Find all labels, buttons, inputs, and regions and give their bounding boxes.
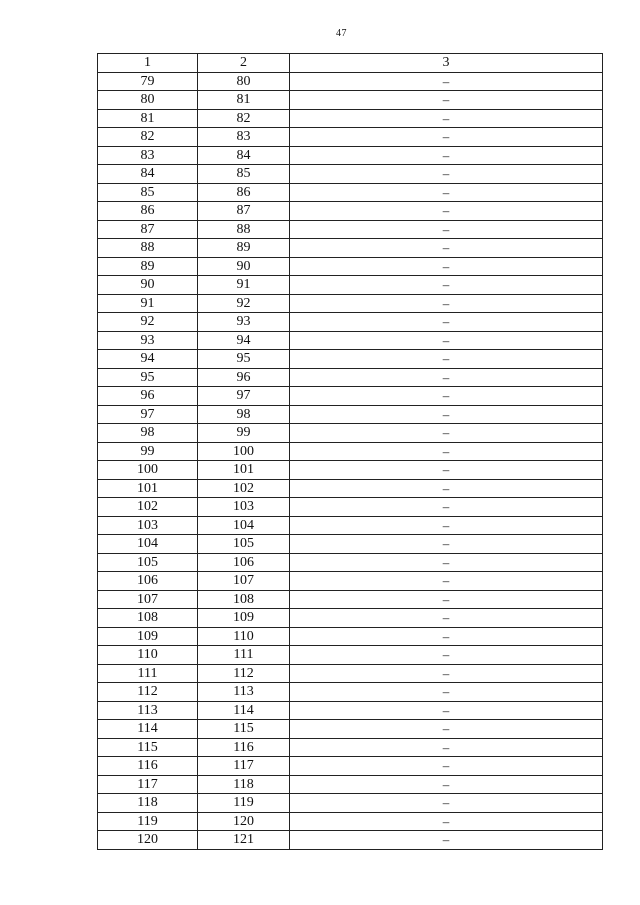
table-row — [98, 424, 603, 443]
table-row — [98, 498, 603, 517]
table-cell-col-1: 93 — [98, 331, 198, 350]
table-cell-col-3: – — [290, 553, 603, 572]
table-cell-col-1: 84 — [98, 165, 198, 184]
table-cell-col-2: 82 — [198, 109, 290, 128]
table-cell-col-3: – — [290, 812, 603, 831]
table-cell-col-3: – — [290, 331, 603, 350]
table-cell-col-3: – — [290, 276, 603, 295]
table-cell-col-3: – — [290, 220, 603, 239]
table-cell-col-1: 112 — [98, 683, 198, 702]
table-cell-col-2: 104 — [198, 516, 290, 535]
table-row — [98, 535, 603, 554]
table-cell-col-1: 80 — [98, 91, 198, 110]
table-cell-col-1: 85 — [98, 183, 198, 202]
table-cell-col-1: 99 — [98, 442, 198, 461]
table-cell-col-1: 103 — [98, 516, 198, 535]
table-cell-col-1: 104 — [98, 535, 198, 554]
table-cell-col-3: – — [290, 313, 603, 332]
table-cell-col-3: – — [290, 479, 603, 498]
table-row — [98, 516, 603, 535]
table-cell-col-3: – — [290, 720, 603, 739]
table-cell-col-3: – — [290, 257, 603, 276]
table-cell-col-3: – — [290, 590, 603, 609]
table-cell-col-1: 108 — [98, 609, 198, 628]
table-row — [98, 757, 603, 776]
table-cell-col-3: – — [290, 609, 603, 628]
table-row — [98, 294, 603, 313]
table-cell-col-1: 91 — [98, 294, 198, 313]
table-cell-col-3: – — [290, 239, 603, 258]
table-cell-col-3: – — [290, 794, 603, 813]
table-row — [98, 91, 603, 110]
table-cell-col-3: – — [290, 498, 603, 517]
table-cell-col-1: 101 — [98, 479, 198, 498]
table-row — [98, 128, 603, 147]
table-cell-col-2: 105 — [198, 535, 290, 554]
table-cell-col-2: 107 — [198, 572, 290, 591]
table-row — [98, 775, 603, 794]
table-row — [98, 72, 603, 91]
table-row — [98, 331, 603, 350]
table-row — [98, 461, 603, 480]
table-cell-col-1: 98 — [98, 424, 198, 443]
table-cell-col-3: – — [290, 202, 603, 221]
table-cell-col-2: 116 — [198, 738, 290, 757]
table-cell-col-1: 87 — [98, 220, 198, 239]
table-cell-col-2: 119 — [198, 794, 290, 813]
table-row — [98, 313, 603, 332]
table-cell-col-3: – — [290, 757, 603, 776]
table-cell-col-2: 111 — [198, 646, 290, 665]
table-cell-col-3: – — [290, 572, 603, 591]
table-cell-col-1: 89 — [98, 257, 198, 276]
table-cell-col-2: 114 — [198, 701, 290, 720]
table-cell-col-2: 115 — [198, 720, 290, 739]
column-header-3: 3 — [290, 54, 603, 73]
table-cell-col-1: 111 — [98, 664, 198, 683]
table-cell-col-1: 117 — [98, 775, 198, 794]
table-cell-col-3: – — [290, 350, 603, 369]
table-cell-col-1: 97 — [98, 405, 198, 424]
table-cell-col-3: – — [290, 387, 603, 406]
table-cell-col-1: 100 — [98, 461, 198, 480]
table-cell-col-2: 81 — [198, 91, 290, 110]
table-cell-col-2: 92 — [198, 294, 290, 313]
table-cell-col-3: – — [290, 405, 603, 424]
table-row — [98, 368, 603, 387]
table-cell-col-3: – — [290, 738, 603, 757]
table-cell-col-1: 107 — [98, 590, 198, 609]
table-cell-col-1: 114 — [98, 720, 198, 739]
table-body — [98, 72, 603, 849]
table-cell-col-2: 84 — [198, 146, 290, 165]
table-cell-col-2: 86 — [198, 183, 290, 202]
table-cell-col-2: 90 — [198, 257, 290, 276]
table-cell-col-3: – — [290, 461, 603, 480]
table-cell-col-3: – — [290, 128, 603, 147]
table-cell-col-1: 92 — [98, 313, 198, 332]
table-cell-col-2: 103 — [198, 498, 290, 517]
table-cell-col-2: 118 — [198, 775, 290, 794]
data-table — [97, 53, 603, 850]
table-row — [98, 257, 603, 276]
table-cell-col-1: 95 — [98, 368, 198, 387]
table-cell-col-2: 99 — [198, 424, 290, 443]
table-cell-col-1: 82 — [98, 128, 198, 147]
table-row — [98, 183, 603, 202]
table-row — [98, 590, 603, 609]
table-cell-col-1: 90 — [98, 276, 198, 295]
table-row — [98, 646, 603, 665]
table-cell-col-1: 119 — [98, 812, 198, 831]
table-cell-col-2: 97 — [198, 387, 290, 406]
table-row — [98, 387, 603, 406]
table-cell-col-1: 79 — [98, 72, 198, 91]
table-row — [98, 165, 603, 184]
table-header-row — [98, 54, 603, 73]
table-cell-col-1: 118 — [98, 794, 198, 813]
table-cell-col-1: 102 — [98, 498, 198, 517]
table-cell-col-2: 96 — [198, 368, 290, 387]
table-cell-col-2: 108 — [198, 590, 290, 609]
table-row — [98, 720, 603, 739]
table-cell-col-3: – — [290, 109, 603, 128]
table-row — [98, 701, 603, 720]
table-cell-col-3: – — [290, 664, 603, 683]
table-cell-col-2: 91 — [198, 276, 290, 295]
table-cell-col-2: 83 — [198, 128, 290, 147]
table-cell-col-1: 115 — [98, 738, 198, 757]
table-cell-col-2: 98 — [198, 405, 290, 424]
table-cell-col-2: 80 — [198, 72, 290, 91]
table-row — [98, 479, 603, 498]
table-cell-col-3: – — [290, 775, 603, 794]
table-row — [98, 812, 603, 831]
table-cell-col-3: – — [290, 683, 603, 702]
table-row — [98, 553, 603, 572]
table-cell-col-2: 88 — [198, 220, 290, 239]
table-cell-col-3: – — [290, 91, 603, 110]
table-cell-col-3: – — [290, 165, 603, 184]
table-cell-col-3: – — [290, 535, 603, 554]
table-cell-col-2: 113 — [198, 683, 290, 702]
table-cell-col-3: – — [290, 146, 603, 165]
table-row — [98, 572, 603, 591]
table-row — [98, 738, 603, 757]
table-cell-col-2: 94 — [198, 331, 290, 350]
table-cell-col-3: – — [290, 831, 603, 850]
table-row — [98, 831, 603, 850]
table-cell-col-1: 116 — [98, 757, 198, 776]
table-cell-col-3: – — [290, 368, 603, 387]
table-cell-col-1: 105 — [98, 553, 198, 572]
table-cell-col-1: 96 — [98, 387, 198, 406]
table-cell-col-3: – — [290, 294, 603, 313]
table-cell-col-1: 109 — [98, 627, 198, 646]
table-row — [98, 109, 603, 128]
table-cell-col-2: 102 — [198, 479, 290, 498]
table-cell-col-2: 95 — [198, 350, 290, 369]
table-row — [98, 664, 603, 683]
table-cell-col-1: 83 — [98, 146, 198, 165]
table-row — [98, 405, 603, 424]
table-cell-col-2: 109 — [198, 609, 290, 628]
table-row — [98, 609, 603, 628]
table-row — [98, 794, 603, 813]
table-cell-col-2: 89 — [198, 239, 290, 258]
table-row — [98, 146, 603, 165]
table-cell-col-2: 110 — [198, 627, 290, 646]
table-cell-col-2: 85 — [198, 165, 290, 184]
table-cell-col-3: – — [290, 442, 603, 461]
table-cell-col-2: 87 — [198, 202, 290, 221]
table-row — [98, 220, 603, 239]
table-cell-col-1: 81 — [98, 109, 198, 128]
table-cell-col-1: 86 — [98, 202, 198, 221]
table-row — [98, 350, 603, 369]
table-row — [98, 276, 603, 295]
table-cell-col-2: 120 — [198, 812, 290, 831]
table-row — [98, 442, 603, 461]
table-cell-col-2: 100 — [198, 442, 290, 461]
table-cell-col-3: – — [290, 646, 603, 665]
table-cell-col-3: – — [290, 72, 603, 91]
page-number: 47 — [336, 28, 347, 39]
table-row — [98, 627, 603, 646]
table-cell-col-2: 112 — [198, 664, 290, 683]
table-cell-col-3: – — [290, 516, 603, 535]
table-cell-col-3: – — [290, 701, 603, 720]
column-header-2: 2 — [198, 54, 290, 73]
table-cell-col-1: 106 — [98, 572, 198, 591]
table-cell-col-3: – — [290, 424, 603, 443]
table-row — [98, 239, 603, 258]
table-cell-col-3: – — [290, 183, 603, 202]
table-cell-col-1: 120 — [98, 831, 198, 850]
table-row — [98, 683, 603, 702]
table-cell-col-2: 106 — [198, 553, 290, 572]
table-cell-col-2: 93 — [198, 313, 290, 332]
table-cell-col-2: 101 — [198, 461, 290, 480]
table-cell-col-1: 94 — [98, 350, 198, 369]
table-row — [98, 202, 603, 221]
table-cell-col-3: – — [290, 627, 603, 646]
table-cell-col-1: 113 — [98, 701, 198, 720]
table-cell-col-2: 121 — [198, 831, 290, 850]
table-cell-col-1: 88 — [98, 239, 198, 258]
column-header-1: 1 — [98, 54, 198, 73]
table-cell-col-1: 110 — [98, 646, 198, 665]
table-cell-col-2: 117 — [198, 757, 290, 776]
